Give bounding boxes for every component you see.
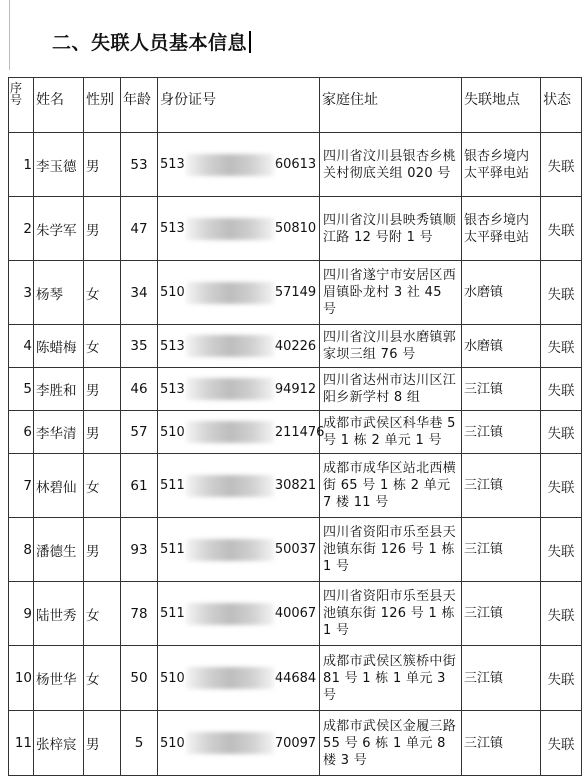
table-row	[9, 197, 582, 261]
row-status: 失联	[541, 711, 582, 776]
row-address: 四川省资阳市乐至县天池镇东街 126 号 1 栋 1 号	[320, 518, 462, 582]
row-age: 50	[121, 646, 158, 711]
row-age: 53	[121, 133, 158, 197]
row-index: 7	[9, 454, 34, 518]
row-status: 失联	[541, 133, 582, 197]
table-row	[9, 582, 582, 646]
text-cursor	[249, 31, 251, 53]
row-age: 34	[121, 261, 158, 325]
row-status: 失联	[541, 197, 582, 261]
row-lost-location: 三江镇	[462, 518, 541, 582]
row-lost-location: 三江镇	[462, 646, 541, 711]
row-lost-location: 三江镇	[462, 411, 541, 454]
row-lost-location: 三江镇	[462, 582, 541, 646]
row-index: 11	[9, 711, 34, 776]
row-name: 陆世秀	[34, 582, 84, 646]
id-prefix: 510	[160, 285, 185, 300]
table-row	[9, 518, 582, 582]
id-prefix: 513	[160, 338, 185, 354]
row-id-number	[158, 261, 320, 325]
row-age: 47	[121, 197, 158, 261]
row-status: 失联	[541, 368, 582, 411]
row-lost-location: 水磨镇	[462, 325, 541, 368]
row-name: 林碧仙	[34, 454, 84, 518]
redaction-blur	[186, 335, 274, 357]
row-index: 9	[9, 582, 34, 646]
id-prefix: 510	[160, 424, 185, 440]
header-gender: 性别	[84, 78, 121, 133]
table-row	[9, 325, 582, 368]
redaction-blur	[186, 732, 274, 754]
row-lost-location: 银杏乡境内太平驿电站	[462, 133, 541, 197]
row-status: 失联	[541, 582, 582, 646]
row-index: 4	[9, 325, 34, 368]
id-suffix: 40067	[274, 606, 317, 621]
header-name: 姓名	[34, 78, 84, 133]
row-name: 潘德生	[34, 518, 84, 582]
row-lost-location: 三江镇	[462, 454, 541, 518]
id-prefix: 513	[160, 221, 185, 236]
section-heading: 二、失联人员基本信息	[52, 28, 251, 55]
id-suffix: 70097	[274, 735, 317, 751]
row-gender: 女	[84, 325, 121, 368]
row-name: 李玉德	[34, 133, 84, 197]
row-age: 35	[121, 325, 158, 368]
row-lost-location: 三江镇	[462, 368, 541, 411]
header-age: 年龄	[121, 78, 158, 133]
redaction-blur	[186, 218, 274, 240]
row-id-number	[158, 368, 320, 411]
row-name: 陈蜡梅	[34, 325, 84, 368]
row-gender: 男	[84, 518, 121, 582]
row-gender: 女	[84, 582, 121, 646]
row-address: 四川省达州市达川区江阳乡新学村 8 组	[320, 368, 462, 411]
table-row	[9, 646, 582, 711]
redaction-blur	[186, 667, 274, 689]
id-suffix: 94912	[274, 381, 317, 397]
row-status: 失联	[541, 325, 582, 368]
row-address: 四川省汶川县映秀镇顺江路 12 号附 1 号	[320, 197, 462, 261]
row-age: 57	[121, 411, 158, 454]
header-lost-location: 失联地点	[462, 78, 541, 133]
id-suffix: 57149	[274, 285, 317, 300]
redaction-blur	[186, 475, 274, 497]
row-id-number	[158, 711, 320, 776]
row-lost-location: 三江镇	[462, 711, 541, 776]
row-name: 杨琴	[34, 261, 84, 325]
id-suffix: 40226	[274, 338, 317, 354]
id-prefix: 511	[160, 478, 185, 493]
row-address: 四川省汶川县银杏乡桃关村彻底关组 020 号	[320, 133, 462, 197]
row-status: 失联	[541, 261, 582, 325]
table-row	[9, 368, 582, 411]
row-id-number	[158, 582, 320, 646]
row-name: 李胜和	[34, 368, 84, 411]
row-id-number	[158, 197, 320, 261]
id-suffix: 44684	[274, 670, 317, 686]
row-status: 失联	[541, 411, 582, 454]
row-gender: 女	[84, 646, 121, 711]
row-lost-location: 银杏乡境内太平驿电站	[462, 197, 541, 261]
row-status: 失联	[541, 454, 582, 518]
table-row	[9, 711, 582, 776]
row-gender: 男	[84, 368, 121, 411]
row-address: 成都市武侯区金履三路 55 号 6 栋 1 单元 8 楼 3 号	[320, 711, 462, 776]
redaction-blur	[186, 378, 274, 400]
id-suffix: 50037	[274, 542, 317, 557]
row-index: 2	[9, 197, 34, 261]
header-id-number: 身份证号	[158, 78, 320, 133]
row-id-number	[158, 411, 325, 454]
id-suffix: 50810	[274, 221, 317, 236]
row-address: 四川省汶川县水磨镇郭家坝三组 76 号	[320, 325, 462, 368]
id-prefix: 511	[160, 542, 185, 557]
table-row	[9, 411, 582, 454]
id-suffix: 60613	[274, 157, 317, 172]
row-status: 失联	[541, 646, 582, 711]
row-address: 四川省遂宁市安居区西眉镇卧龙村 3 社 45 号	[320, 261, 462, 325]
redaction-blur	[186, 603, 274, 625]
row-age: 5	[121, 711, 158, 776]
id-prefix: 511	[160, 606, 185, 621]
row-index: 8	[9, 518, 34, 582]
header-address: 家庭住址	[320, 78, 462, 133]
margin-rule	[9, 0, 10, 70]
row-lost-location: 水磨镇	[462, 261, 541, 325]
row-index: 10	[9, 646, 34, 711]
row-id-number	[158, 518, 320, 582]
row-age: 93	[121, 518, 158, 582]
row-status: 失联	[541, 518, 582, 582]
redaction-blur	[186, 421, 274, 443]
row-address: 成都市武侯区科华巷 5 号 1 栋 2 单元 1 号	[320, 411, 462, 454]
row-address: 四川省资阳市乐至县天池镇东街 126 号 1 栋 1 号	[320, 582, 462, 646]
row-age: 61	[121, 454, 158, 518]
row-age: 46	[121, 368, 158, 411]
table-row	[9, 454, 582, 518]
table-row	[9, 133, 582, 197]
row-name: 张梓宸	[34, 711, 84, 776]
header-index: 序号	[9, 78, 34, 133]
missing-persons-table	[8, 77, 582, 776]
row-index: 3	[9, 261, 34, 325]
row-id-number	[158, 133, 320, 197]
redaction-blur	[186, 154, 274, 176]
id-prefix: 510	[160, 670, 185, 686]
row-gender: 女	[84, 261, 121, 325]
row-id-number	[158, 646, 320, 711]
table-row	[9, 261, 582, 325]
id-suffix: 30821	[274, 478, 317, 493]
id-prefix: 513	[160, 157, 185, 172]
row-name: 杨世华	[34, 646, 84, 711]
id-prefix: 513	[160, 381, 185, 397]
row-index: 6	[9, 411, 34, 454]
redaction-blur	[186, 539, 274, 561]
row-gender: 男	[84, 133, 121, 197]
row-address: 成都市武侯区簇桥中街 81 号 1 栋 1 单元 3 号	[320, 646, 462, 711]
row-address: 成都市成华区站北西横街 65 号 1 栋 2 单元 7 楼 11 号	[320, 454, 462, 518]
row-gender: 男	[84, 197, 121, 261]
id-suffix: 211476	[274, 424, 325, 440]
row-age: 78	[121, 582, 158, 646]
row-id-number	[158, 325, 320, 368]
row-name: 李华清	[34, 411, 84, 454]
header-status: 状态	[541, 78, 582, 133]
row-index: 5	[9, 368, 34, 411]
row-id-number	[158, 454, 320, 518]
row-index: 1	[9, 133, 34, 197]
row-gender: 男	[84, 711, 121, 776]
redaction-blur	[186, 282, 274, 304]
row-gender: 女	[84, 454, 121, 518]
id-prefix: 510	[160, 735, 185, 751]
row-gender: 男	[84, 411, 121, 454]
row-name: 朱学军	[34, 197, 84, 261]
table-header-row	[9, 78, 582, 133]
